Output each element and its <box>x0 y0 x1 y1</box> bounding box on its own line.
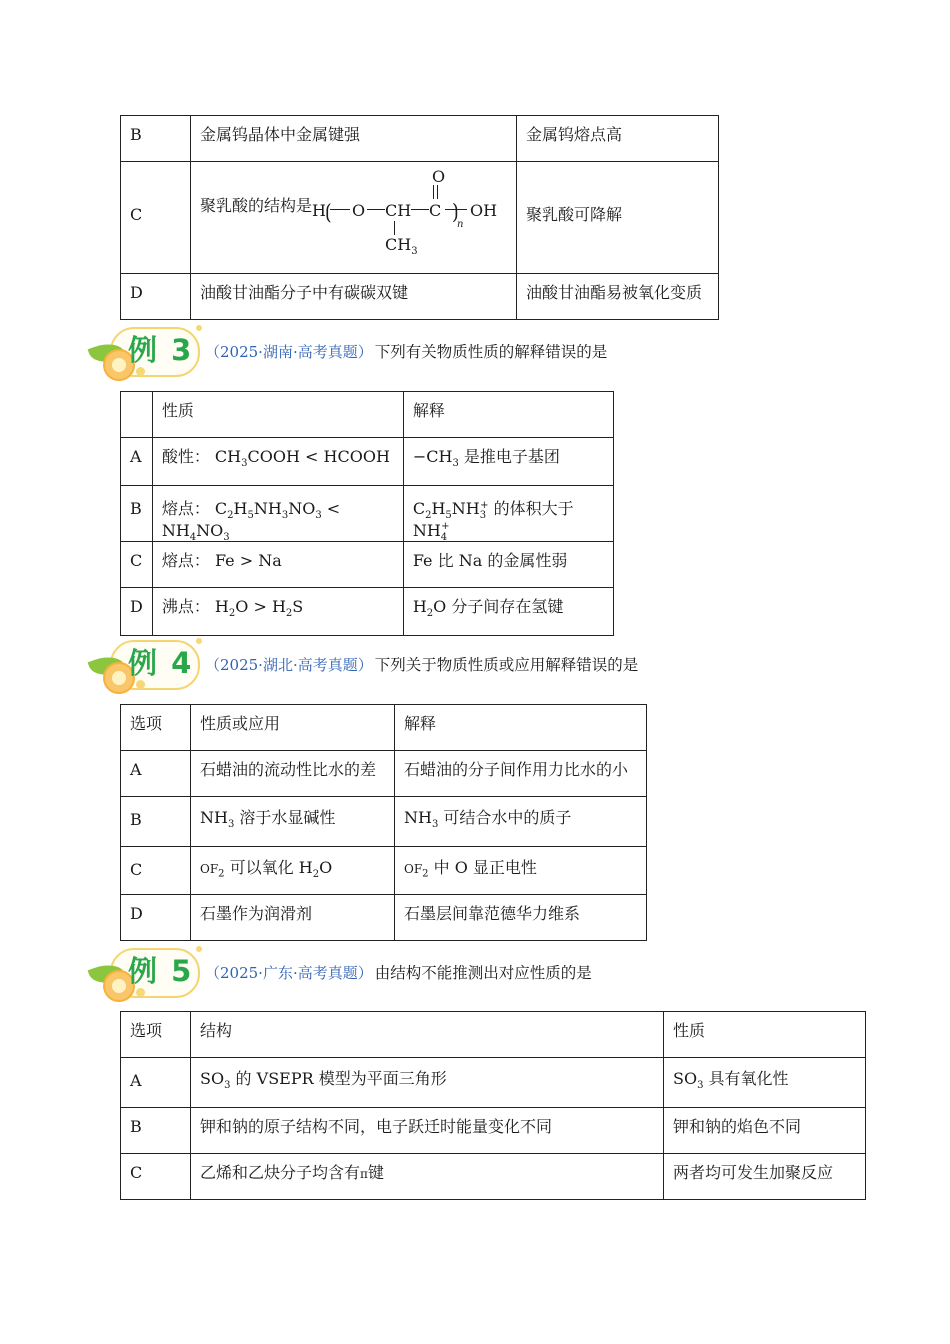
property-cell: 熔点： $C_2H_5NH_3NO_3 < NH_4NO_3$ <box>152 486 403 542</box>
example-4-header <box>88 634 638 694</box>
property-cell: 石墨作为润滑剂 <box>191 895 395 941</box>
source-label: （2025·广东·高考真题） <box>205 963 373 982</box>
option-cell: C <box>121 162 191 274</box>
question-text: 下列关于物质性质或应用解释错误的是 <box>374 656 639 674</box>
example-5-header <box>88 942 592 1002</box>
source-label: （2025·湖北·高考真题） <box>205 655 373 674</box>
header-cell: 解释 <box>395 705 647 751</box>
explanation-cell: Fe 比 Na 的金属性弱 <box>403 542 613 588</box>
explanation-cell <box>191 162 517 274</box>
header-cell: 结构 <box>191 1012 664 1058</box>
structure-cell: $SO_3$ 的 VSEPR 模型为平面三角形 <box>191 1058 664 1108</box>
property-cell: 酸性： $CH_3COOH$ < HCOOH <box>152 438 403 486</box>
example-badge <box>88 636 203 692</box>
structure-cell: 乙烯和乙炔分子均含有π键 <box>191 1154 664 1200</box>
explanation-cell: $NH_3$ 可结合水中的质子 <box>395 797 647 847</box>
source-label: （2025·湖南·高考真题） <box>205 342 373 361</box>
header-cell: 性质 <box>664 1012 866 1058</box>
explanation-cell: 金属钨晶体中金属键强 <box>191 116 517 162</box>
explanation-cell: $H_2O$ 分子间存在氢键 <box>403 588 613 636</box>
example-3-table <box>120 391 614 636</box>
option-cell: A <box>121 751 191 797</box>
property-cell: 两者均可发生加聚反应 <box>664 1154 866 1200</box>
property-cell: 熔点： Fe > Na <box>152 542 403 588</box>
example-badge <box>88 323 203 379</box>
option-cell: C <box>121 1154 191 1200</box>
option-cell: A <box>121 438 153 486</box>
property-cell: $NH_3$ 溶于水显碱性 <box>191 797 395 847</box>
option-cell: B <box>121 1108 191 1154</box>
structure-cell: 钾和钠的原子结构不同，电子跃迁时能量变化不同 <box>191 1108 664 1154</box>
explanation-cell: $OF_2$ 中 O 显正电性 <box>395 847 647 895</box>
option-cell: B <box>121 116 191 162</box>
property-cell: 金属钨熔点高 <box>517 116 719 162</box>
structure-text: 聚乳酸的结构是 <box>200 195 313 215</box>
question-text: 由结构不能推测出对应性质的是 <box>374 964 592 982</box>
question-text: 下列有关物质性质的解释错误的是 <box>374 343 608 361</box>
explanation-cell: 油酸甘油酯分子中有碳碳双键 <box>191 274 517 320</box>
option-cell: C <box>121 542 153 588</box>
example-label: 例 5 <box>128 954 194 988</box>
option-cell: B <box>121 797 191 847</box>
header-cell: 性质或应用 <box>191 705 395 751</box>
example-badge <box>88 944 203 1000</box>
option-cell: A <box>121 1058 191 1108</box>
property-cell: 石蜡油的流动性比水的差 <box>191 751 395 797</box>
property-cell: 沸点： $H_2O > H_2S$ <box>152 588 403 636</box>
example-label: 例 3 <box>128 333 194 367</box>
example-5-table <box>120 1011 866 1200</box>
option-cell: D <box>121 274 191 320</box>
option-cell: B <box>121 486 153 542</box>
property-cell: $OF_2$ 可以氧化 $H_2O$ <box>191 847 395 895</box>
property-cell: 钾和钠的焰色不同 <box>664 1108 866 1154</box>
table-continued <box>120 115 719 320</box>
example-4-table <box>120 704 647 941</box>
example-3-header <box>88 321 607 381</box>
explanation-cell: $-CH_3$ 是推电子基团 <box>403 438 613 486</box>
property-cell: 聚乳酸可降解 <box>517 162 719 274</box>
header-cell <box>121 392 153 438</box>
header-cell: 选项 <box>121 705 191 751</box>
polylactic-acid-structure: H ⟮ O CH C O ⟯ n OH $CH_3$ <box>312 167 498 258</box>
property-cell: $SO_3$ 具有氧化性 <box>664 1058 866 1108</box>
property-cell: 油酸甘油酯易被氧化变质 <box>517 274 719 320</box>
example-label: 例 4 <box>128 646 194 680</box>
header-cell: 解释 <box>403 392 613 438</box>
header-cell: 性质 <box>152 392 403 438</box>
header-cell: 选项 <box>121 1012 191 1058</box>
explanation-cell: 石墨层间靠范德华力维系 <box>395 895 647 941</box>
option-cell: D <box>121 588 153 636</box>
option-cell: C <box>121 847 191 895</box>
explanation-cell: $C_2H_5NH_3^+$ 的体积大于 $NH_4^+$ <box>403 486 613 542</box>
option-cell: D <box>121 895 191 941</box>
explanation-cell: 石蜡油的分子间作用力比水的小 <box>395 751 647 797</box>
